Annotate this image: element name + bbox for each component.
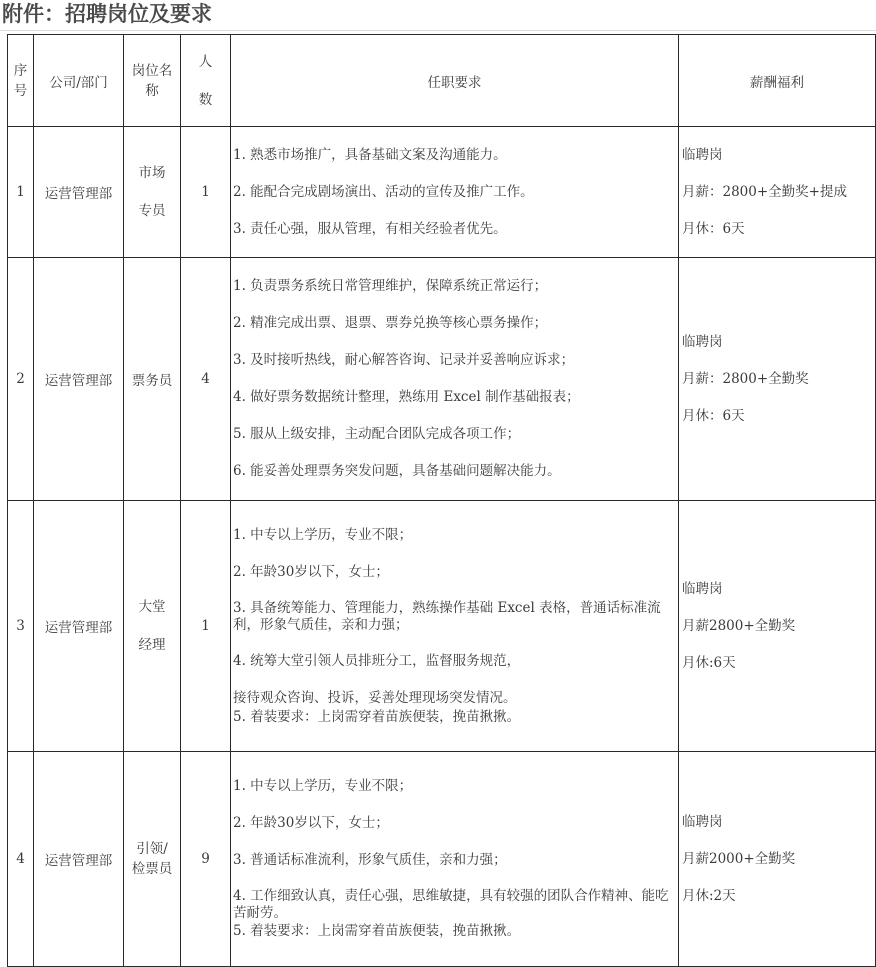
row-requirements: 1. 熟悉市场推广，具备基础文案及沟通能力。 2. 能配合完成剧场演出、活动的宣传及推广工作。 3. 责任心强，服从管理，有相关经验者优先。 <box>231 127 679 258</box>
row-seq: 4 <box>8 752 34 967</box>
header-dept: 公司/部门 <box>34 35 124 127</box>
header-seq: 序 号 <box>8 35 34 127</box>
row-seq: 2 <box>8 258 34 501</box>
row-position: 市场 专员 <box>124 127 181 258</box>
page-title: 附件：招聘岗位及要求 <box>2 2 212 26</box>
table-row <box>8 127 876 258</box>
row-dept: 运营管理部 <box>34 258 124 501</box>
table-row <box>8 752 876 967</box>
row-count: 1 <box>181 501 231 752</box>
row-requirements: 1. 负责票务系统日常管理维护，保障系统正常运行； 2. 精准完成出票、退票、票券兑换等核心票务操作； 3. 及时接听热线，耐心解答咨询、记录并妥善响应诉求； 4. 做好票务数据统计整理，熟练用 Excel 制作基础报表； 5. 服从上级安排，主动配合团队完成各项工作； 6. 能妥善处理票务突发问题，具备基础问题解决能力。 <box>231 258 679 501</box>
header-position: 岗位名 称 <box>124 35 181 127</box>
row-count: 1 <box>181 127 231 258</box>
header-requirements: 任职要求 <box>231 35 679 127</box>
row-position: 大堂 经理 <box>124 501 181 752</box>
row-position: 引领/ 检票员 <box>124 752 181 967</box>
row-seq: 3 <box>8 501 34 752</box>
recruitment-table <box>7 34 876 967</box>
table-row <box>8 501 876 752</box>
row-count: 9 <box>181 752 231 967</box>
row-dept: 运营管理部 <box>34 752 124 967</box>
row-position: 票务员 <box>124 258 181 501</box>
row-dept: 运营管理部 <box>34 127 124 258</box>
row-seq: 1 <box>8 127 34 258</box>
header-row <box>8 35 876 127</box>
row-count: 4 <box>181 258 231 501</box>
header-salary: 薪酬福利 <box>679 35 876 127</box>
header-count: 人 数 <box>181 35 231 127</box>
row-dept: 运营管理部 <box>34 501 124 752</box>
row-requirements: 1. 中专以上学历，专业不限； 2. 年龄30岁以下，女士； 3. 具备统筹能力、管理能力，熟练操作基础 Excel 表格，普通话标准流利，形象气质佳，亲和力强； 4. 统筹大堂引领人员排班分工，监督服务规范， 接待观众咨询、投诉，妥善处理现场突发情况。 5. 着装要求：上岗需穿着苗族便装，挽苗揪揪。 <box>231 501 679 752</box>
table-row <box>8 258 876 501</box>
row-salary: 临聘岗 月薪：2800+全勤奖 月休：6天 <box>679 258 876 501</box>
row-requirements: 1. 中专以上学历，专业不限； 2. 年龄30岁以下，女士； 3. 普通话标准流利，形象气质佳，亲和力强； 4. 工作细致认真，责任心强，思维敏捷，具有较强的团队合作精神、能吃苦耐劳。 5. 着装要求：上岗需穿着苗族便装，挽苗揪揪。 <box>231 752 679 967</box>
title-divider <box>0 30 876 31</box>
row-salary: 临聘岗 月薪：2800+全勤奖+提成 月休：6天 <box>679 127 876 258</box>
row-salary: 临聘岗 月薪2800+全勤奖 月休:6天 <box>679 501 876 752</box>
row-salary: 临聘岗 月薪2000+全勤奖 月休:2天 <box>679 752 876 967</box>
